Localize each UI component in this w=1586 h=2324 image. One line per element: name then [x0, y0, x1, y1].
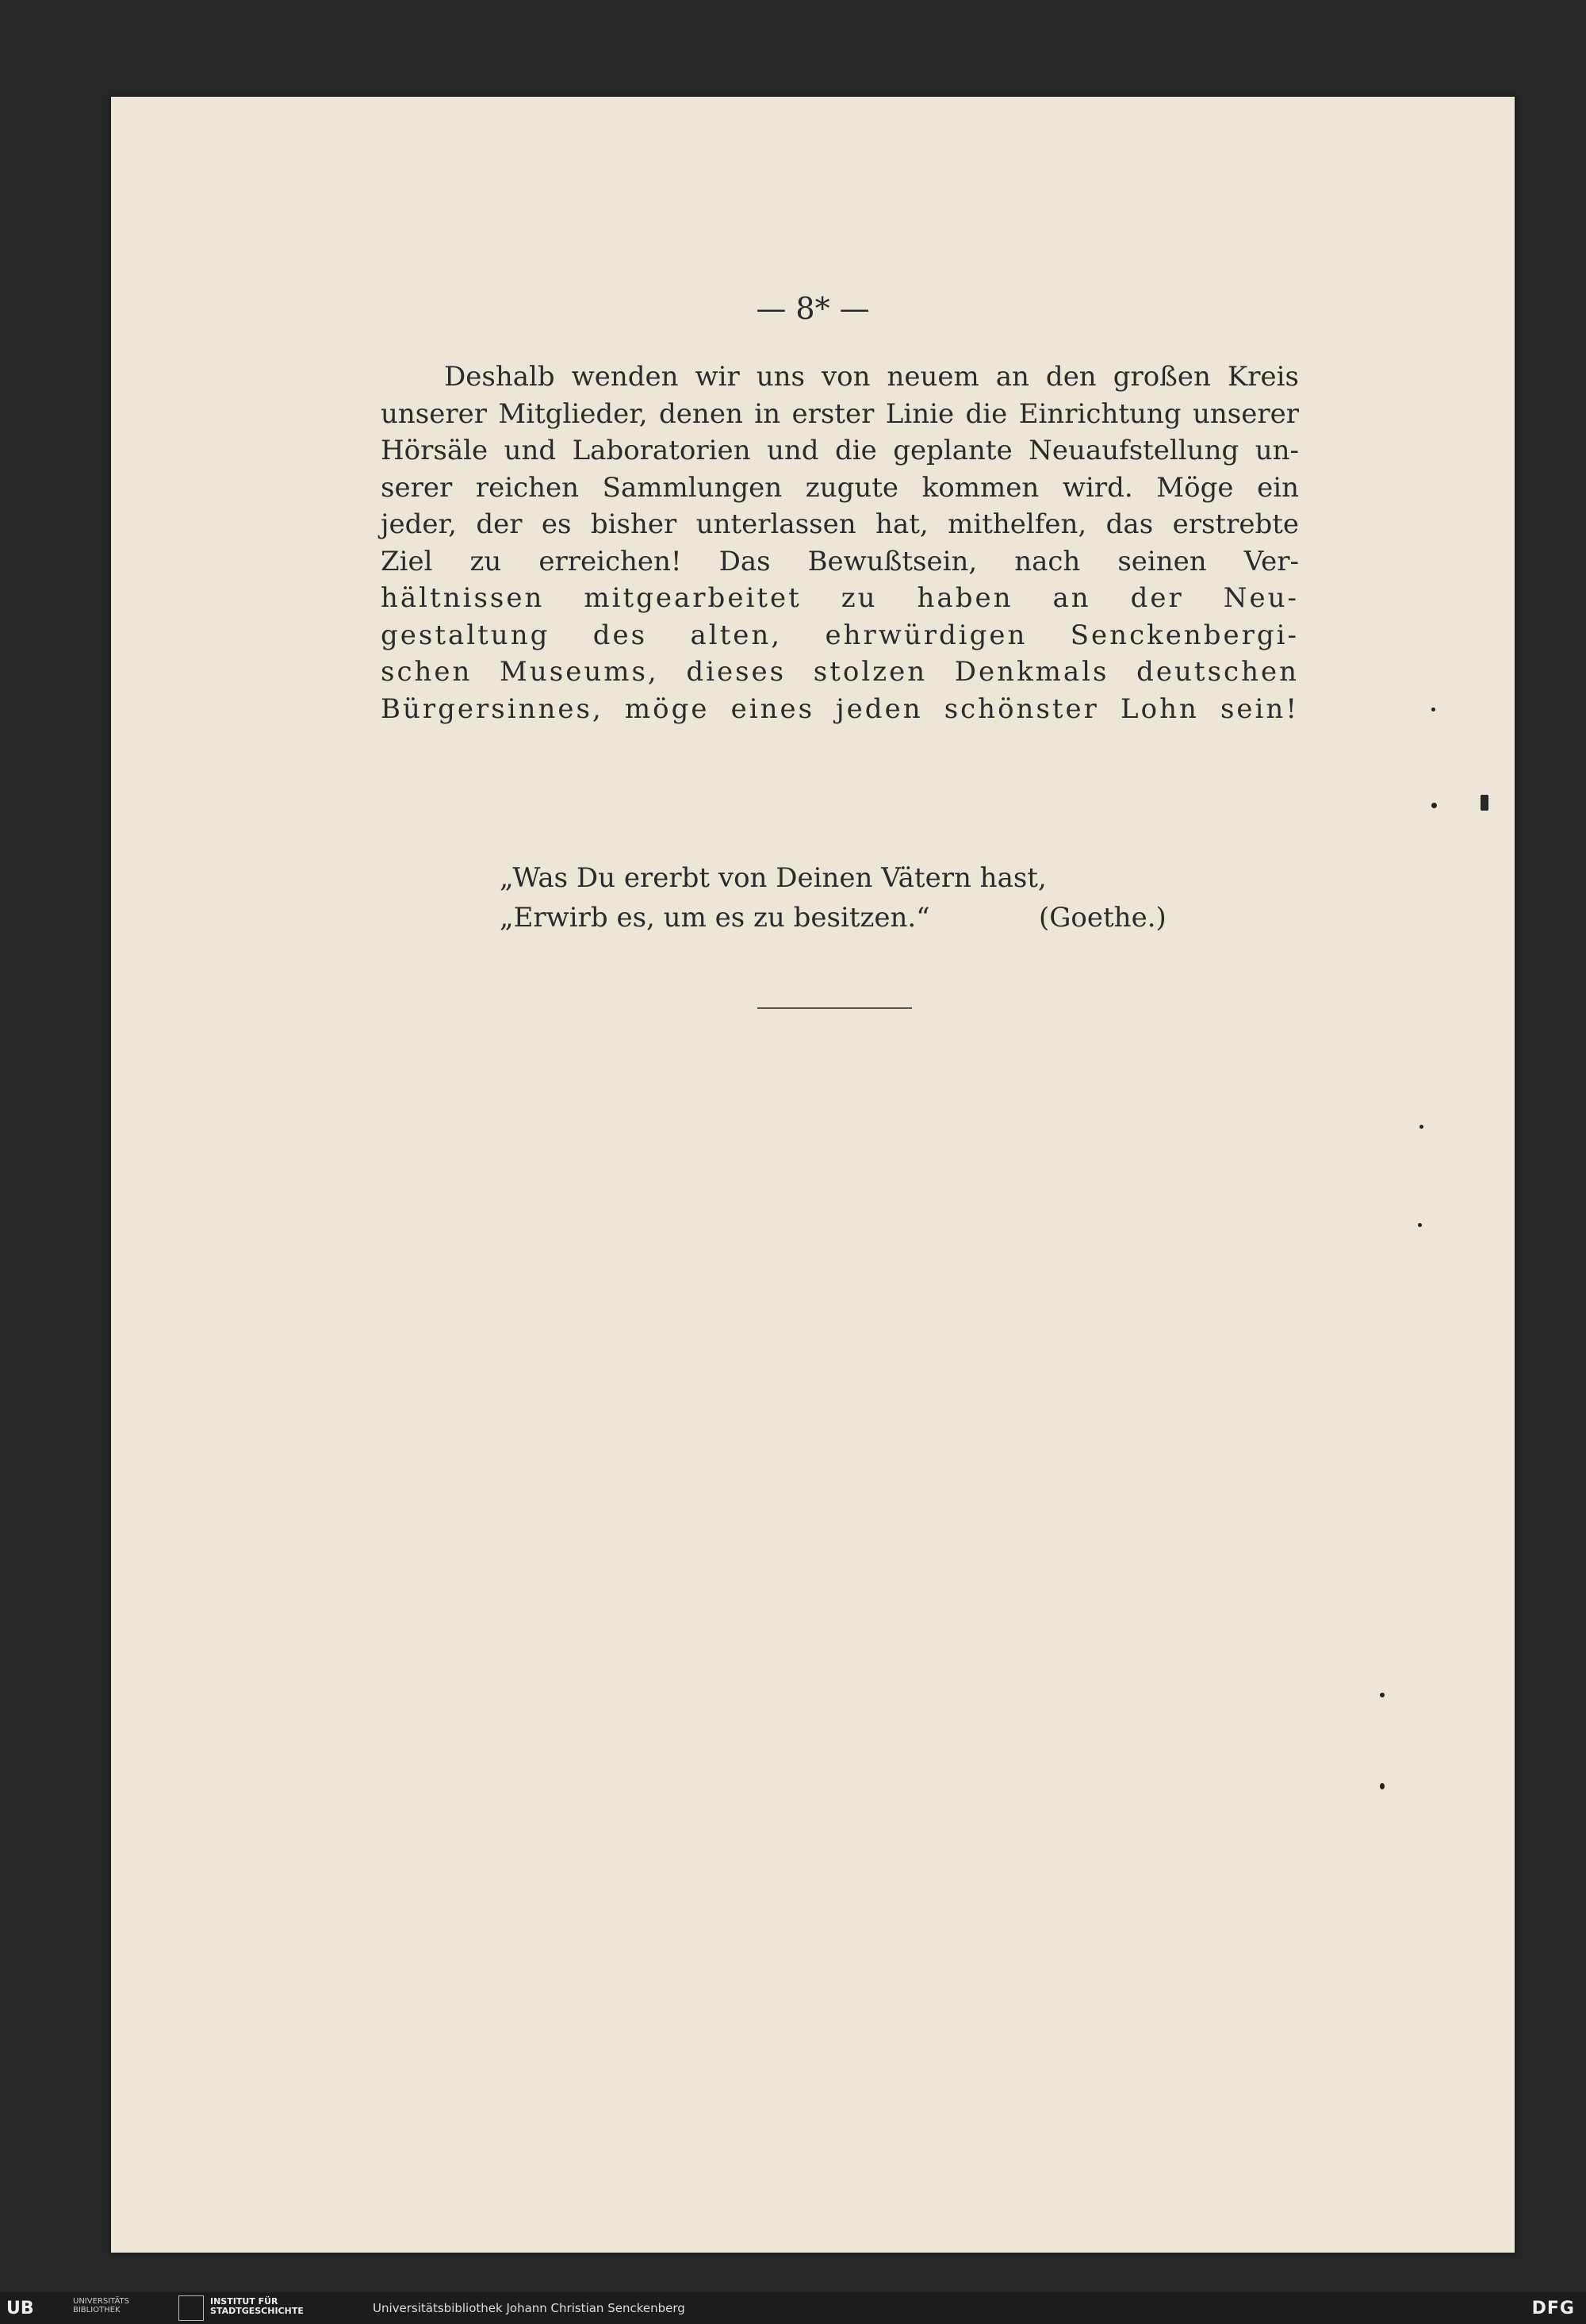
- library-name: Universitätsbibliothek Johann Christian Senckenberg: [373, 2301, 685, 2315]
- institute-logo-text: [210, 2297, 304, 2316]
- paper-speck: [1431, 803, 1437, 808]
- separator-rule: [757, 1007, 912, 1009]
- paper-speck: [1418, 1223, 1422, 1227]
- text-line: jeder, der es bisher unterlassen hat, mithelfen, das erstrebte: [381, 508, 1299, 540]
- paper-speck: [1419, 1125, 1423, 1129]
- text-line: Deshalb wenden wir uns von neuem an den großen Kreis: [444, 361, 1299, 393]
- paper-notch: [1481, 795, 1488, 811]
- dfg-logo[interactable]: DFG: [1531, 2299, 1575, 2318]
- page-number: — 8* —: [756, 291, 870, 326]
- quote-line-1: „Was Du ererbt von Deinen Vätern hast,: [500, 862, 1047, 894]
- text-line: unserer Mitglieder, denen in erster Linie die Einrichtung unserer: [381, 397, 1299, 430]
- paper-speck: [1380, 1693, 1385, 1697]
- ub-sub-line-2: BIBLIOTHEK: [73, 2306, 121, 2314]
- quote-line-2: „Erwirb es, um es zu besitzen.“: [500, 902, 930, 934]
- ub-sub-line-1: UNIVERSITÄTS: [73, 2297, 130, 2306]
- institute-logo-icon[interactable]: [178, 2295, 204, 2321]
- text-line: Ziel zu erreichen! Das Bewußtsein, nach seinen Ver-: [381, 545, 1299, 577]
- text-line: serer reichen Sammlungen zugute kommen wird. Möge ein: [381, 471, 1299, 504]
- ub-logo[interactable]: UB: [6, 2299, 34, 2318]
- document-page: [111, 97, 1515, 2253]
- text-line: Hörsäle und Laboratorien und die geplante Neuaufstellung un-: [381, 435, 1299, 466]
- body-paragraph: [381, 359, 1299, 727]
- text-line: hältnissen mitgearbeitet zu haben an der Neu-: [381, 582, 1299, 614]
- text-line: schen Museums, dieses stolzen Denkmals deutschen: [381, 656, 1299, 688]
- ifs-line-1: INSTITUT FÜR: [210, 2296, 278, 2307]
- paper-speck: [1431, 708, 1435, 711]
- paper-speck: [1380, 1783, 1385, 1789]
- goethe-quote: [500, 858, 1293, 938]
- ub-logo-subtitle: [73, 2297, 129, 2314]
- ifs-line-2: STADTGESCHICHTE: [210, 2306, 304, 2316]
- text-line: gestaltung des alten, ehrwürdigen Senckenbergi-: [381, 619, 1299, 651]
- text-line: Bürgersinnes, möge eines jeden schönster Lohn sein!: [381, 692, 1299, 725]
- viewer-footer: [0, 2292, 1586, 2324]
- quote-attribution: (Goethe.): [1039, 902, 1167, 934]
